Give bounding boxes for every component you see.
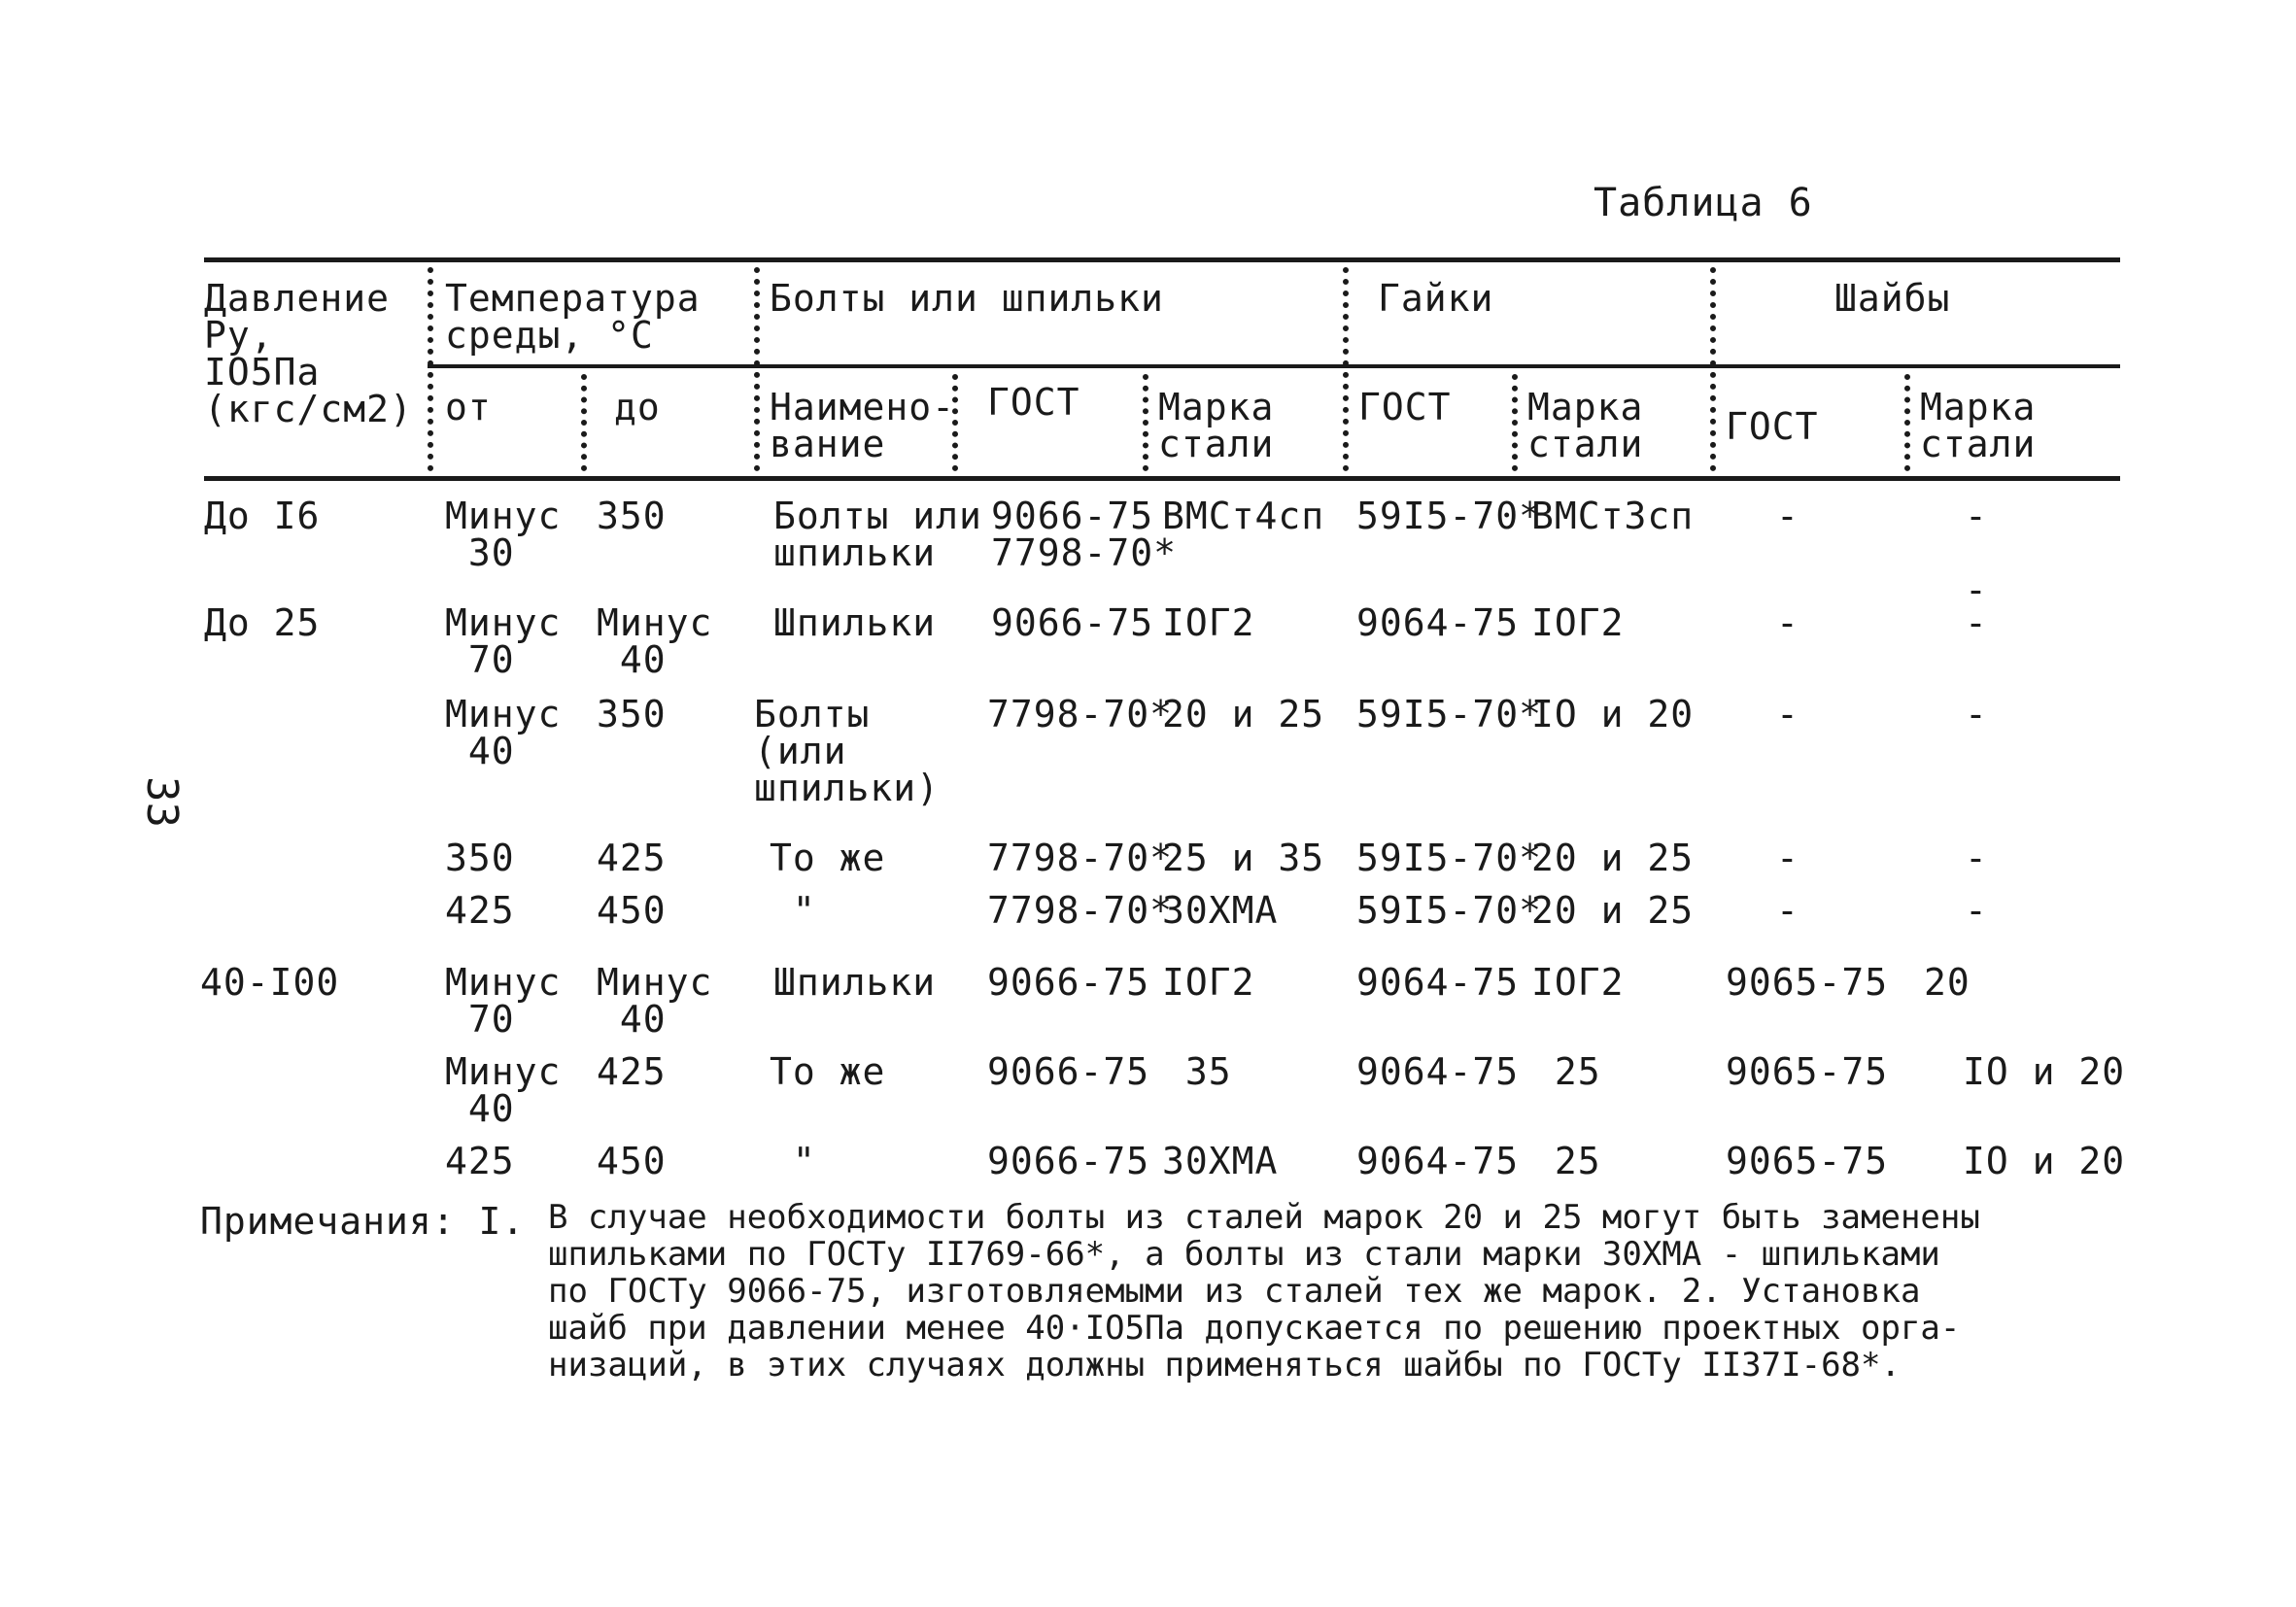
cell-bolt-gost: 9066-75: [987, 1140, 1150, 1182]
cell-temp-from: Минус 40: [445, 693, 562, 772]
cell-washer-steel: -: [1965, 837, 1988, 879]
cell-washer-gost: -: [1776, 837, 1799, 879]
cell-washer-steel: 20: [1924, 961, 1970, 1004]
cell-bolt-gost: 9066-75: [987, 961, 1150, 1004]
cell-temp-from: 425: [445, 1140, 515, 1182]
header-temp-from: от: [445, 386, 492, 428]
cell-bolt-gost: 9066-75 7798-70*: [991, 495, 1178, 574]
notes-label: Примечания: I.: [200, 1200, 526, 1243]
cell-washer-steel: -: [1965, 693, 1988, 735]
header-divider: [1143, 374, 1148, 471]
cell-temp-to: Минус 40: [597, 961, 713, 1041]
cell-nut-gost: 59I5-70*: [1356, 837, 1543, 879]
header-washers: Шайбы: [1834, 277, 1951, 320]
cell-bolt-name: ": [770, 1140, 816, 1182]
cell-nut-steel: IOГ2: [1531, 961, 1625, 1004]
cell-bolt-steel: IOГ2: [1162, 961, 1255, 1004]
cell-bolt-name: Шпильки: [773, 961, 937, 1004]
cell-bolt-name: ": [770, 889, 816, 932]
cell-nut-gost: 9064-75: [1356, 1140, 1520, 1182]
cell-temp-to: 350: [597, 693, 667, 735]
cell-washer-gost: -: [1776, 601, 1799, 644]
cell-nut-steel: IOГ2: [1531, 601, 1625, 644]
header-divider: [1343, 267, 1349, 471]
cell-bolt-steel: 25 и 35: [1162, 837, 1325, 879]
cell-bolt-gost: 7798-70*: [987, 693, 1174, 735]
cell-bolt-steel: 20 и 25: [1162, 693, 1325, 735]
header-temperature: Температура среды, °С: [445, 277, 701, 357]
cell-temp-from: Минус 30: [445, 495, 562, 574]
cell-bolt-name: Болты (или шпильки): [754, 693, 941, 809]
cell-washer-steel: -: [1965, 601, 1988, 644]
cell-temp-from: Минус 70: [445, 961, 562, 1041]
page-number: 33: [136, 776, 187, 828]
cell-temp-to: Минус 40: [597, 601, 713, 681]
cell-washer-gost: -: [1776, 889, 1799, 932]
header-temp-to: до: [614, 386, 661, 428]
cell-temp-from: 350: [445, 837, 515, 879]
cell-bolt-name: То же: [770, 837, 886, 879]
header-divider: [754, 267, 760, 471]
header-washers-steel: Марка стали: [1920, 386, 2037, 465]
cell-temp-from: 425: [445, 889, 515, 932]
cell-pressure: 40-I00: [200, 961, 340, 1004]
cell-bolt-name: Болты или шпильки: [773, 495, 982, 574]
header-mid-rule: [428, 364, 2120, 368]
header-bottom-rule: [204, 476, 2120, 481]
cell-temp-to: 450: [597, 1140, 667, 1182]
cell-temp-to: 425: [597, 837, 667, 879]
cell-nut-steel: 20 и 25: [1531, 837, 1695, 879]
table-top-rule: [204, 257, 2120, 262]
cell-bolt-gost: 7798-70*: [987, 837, 1174, 879]
cell-bolt-steel: ВМСт4сп: [1162, 495, 1325, 537]
cell-washer-steel: - -: [1965, 495, 1988, 611]
notes-text: В случае необходимости болты из сталей марок 20 и 25 могут быть заменены шпильками по ГОСТу II769-66*, а болты из стали марки 30ХМА - шпильками по ГОСТу 9066-75, изготовляемыми из сталей тех же марок. 2. Установка шайб при давлении менее 40·IO5Па допускается по решению проектных орга- низаций, в этих случаях должны применяться шайбы по ГОСТу II37I-68*.: [548, 1198, 1980, 1385]
cell-nut-gost: 9064-75: [1356, 601, 1520, 644]
cell-washer-gost: 9065-75: [1726, 1140, 1889, 1182]
cell-bolt-name: Шпильки: [773, 601, 937, 644]
header-washers-gost: ГОСТ: [1726, 405, 1819, 448]
header-nuts-gost: ГОСТ: [1358, 386, 1452, 428]
cell-temp-from: Минус 40: [445, 1050, 562, 1130]
cell-nut-gost: 59I5-70*: [1356, 693, 1543, 735]
cell-temp-to: 450: [597, 889, 667, 932]
cell-washer-steel: IO и 20: [1963, 1050, 2126, 1093]
cell-bolt-steel: 35: [1162, 1050, 1232, 1093]
cell-nut-steel: 20 и 25: [1531, 889, 1695, 932]
cell-nut-steel: 25: [1531, 1140, 1601, 1182]
cell-washer-steel: IO и 20: [1963, 1140, 2126, 1182]
cell-bolt-gost: 7798-70*: [987, 889, 1174, 932]
cell-washer-gost: -: [1776, 693, 1799, 735]
cell-pressure: До I6: [204, 495, 321, 537]
header-nuts-steel: Марка стали: [1527, 386, 1644, 465]
cell-washer-gost: 9065-75: [1726, 1050, 1889, 1093]
cell-nut-gost: 59I5-70*: [1356, 889, 1543, 932]
header-bolts-gost: ГОСТ: [987, 381, 1080, 424]
cell-temp-to: 425: [597, 1050, 667, 1093]
cell-washer-steel: -: [1965, 889, 1988, 932]
header-nuts: Гайки: [1378, 277, 1494, 320]
header-divider: [428, 267, 433, 471]
cell-temp-from: Минус 70: [445, 601, 562, 681]
header-bolts-name: Наимено- вание: [770, 386, 956, 465]
cell-bolt-steel: 30ХМА: [1162, 1140, 1279, 1182]
header-pressure: Давление Ру, IO5Па (кгс/см2): [204, 277, 413, 430]
cell-bolt-gost: 9066-75: [987, 1050, 1150, 1093]
header-bolts-steel: Марка стали: [1158, 386, 1275, 465]
cell-nut-gost: 59I5-70*: [1356, 495, 1543, 537]
cell-nut-gost: 9064-75: [1356, 1050, 1520, 1093]
cell-bolt-gost: 9066-75: [991, 601, 1154, 644]
header-divider: [1710, 267, 1716, 471]
cell-nut-steel: ВМСт3сп: [1531, 495, 1695, 537]
cell-pressure: До 25: [204, 601, 321, 644]
cell-nut-steel: 25: [1531, 1050, 1601, 1093]
header-bolts: Болты или шпильки: [770, 277, 1164, 320]
cell-bolt-steel: 30ХМА: [1162, 889, 1279, 932]
header-divider: [581, 374, 587, 471]
cell-nut-gost: 9064-75: [1356, 961, 1520, 1004]
cell-nut-steel: IO и 20: [1531, 693, 1695, 735]
header-divider: [1904, 374, 1910, 471]
table-title: Таблица 6: [1593, 181, 1813, 225]
cell-temp-to: 350: [597, 495, 667, 537]
cell-washer-gost: 9065-75: [1726, 961, 1889, 1004]
cell-washer-gost: -: [1776, 495, 1799, 537]
cell-bolt-steel: IOГ2: [1162, 601, 1255, 644]
cell-bolt-name: То же: [770, 1050, 886, 1093]
header-divider: [1512, 374, 1518, 471]
